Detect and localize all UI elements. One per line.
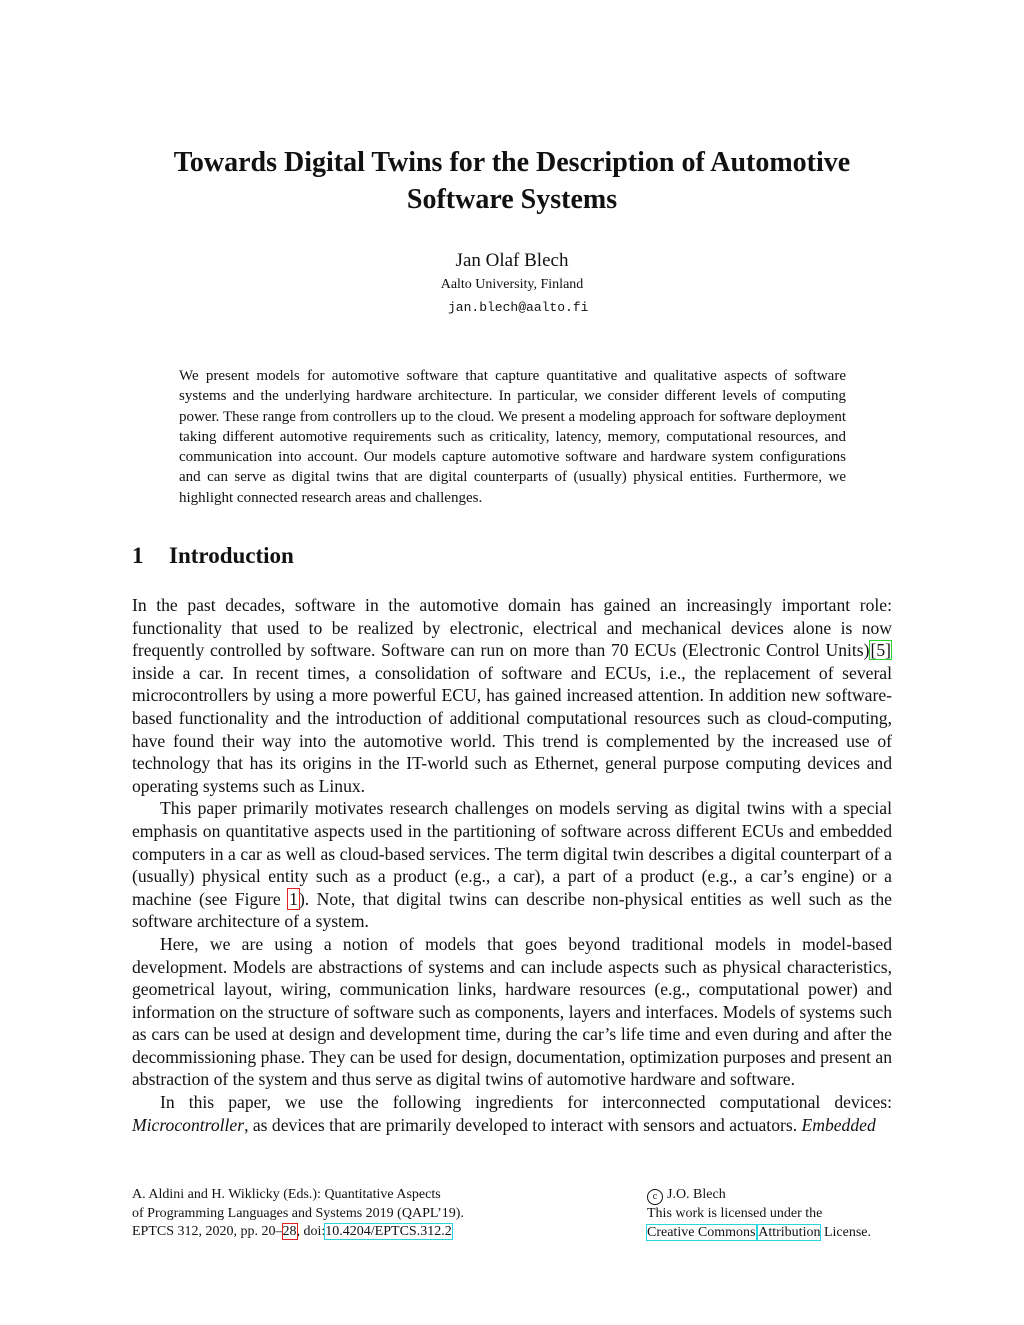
footer-left-line-1: A. Aldini and H. Wiklicky (Eds.): Quantitative Aspects xyxy=(132,1187,441,1202)
title-line-1: Towards Digital Twins for the Description of Automotive xyxy=(173,147,851,178)
paragraph-2-text-a: This paper primarily motivates research challenges on models serving as digital twins with a special emphasis on quantitative aspects used in the partitioning of software across different ECUs and embedded computers in a car as well as cloud-based services. The term digital twin describes a digital counterpart of a (usually) physical entity such as a product (e.g., a car), a part of a product (e.g., a car’s engine) or a machine (see Figure xyxy=(132,798,892,909)
paragraph-4 xyxy=(132,1091,892,1136)
section-title: Introduction xyxy=(169,543,294,568)
section-number: 1 xyxy=(132,543,144,568)
paragraph-1-text-b: inside a car. In recent times, a consolidation of software and ECUs, i.e., the replacement of several microcontrollers by using a more powerful ECU, has gained increased attention. In addition new software-based functionality and the introduction of additional computational resources such as cloud-computing, have found their way into the automotive world. This trend is complemented by the increased use of technology that has its origins in the IT-world such as Ethernet, general purpose computing devices and operating systems such as Linux. xyxy=(132,662,892,796)
footer-license xyxy=(647,1186,871,1242)
paragraph-4-text-b: , as devices that are primarily developed to interact with sensors and actuators. xyxy=(244,1114,802,1135)
creative-commons-link[interactable]: Creative Commons xyxy=(647,1224,756,1240)
author-name: Jan Olaf Blech xyxy=(455,250,569,271)
attribution-link[interactable]: Attribution xyxy=(758,1224,821,1240)
author-affiliation: Aalto University, Finland xyxy=(440,277,584,292)
paragraph-4-text-a: In this paper, we use the following ingredients for interconnected computational devices: xyxy=(160,1092,892,1113)
doi-link[interactable]: 10.4204/EPTCS.312.2 xyxy=(325,1224,452,1240)
citation-link[interactable]: [5] xyxy=(870,640,891,661)
copyright-icon: c xyxy=(647,1189,663,1205)
footer-pages-start: EPTCS 312, 2020, pp. 20– xyxy=(132,1224,283,1240)
paragraph-2-text-b: ). Note, that digital twins can describe non-physical entities as well such as the software architecture of a system. xyxy=(132,888,892,932)
footer-doi-label: , doi: xyxy=(296,1224,326,1240)
figure-ref-link[interactable]: 1 xyxy=(289,888,298,909)
paragraph-1-text-a: In the past decades, software in the automotive domain has gained an increasingly important role: functionality that used to be realized by electronic, electrical and mechanical devices alone is now frequently controlled by software. Software can run on more than 70 ECUs (Electronic Control Units) xyxy=(132,595,892,661)
footer-right-line-1 xyxy=(647,1186,871,1205)
term-embedded: Embedded xyxy=(801,1114,876,1135)
footer-right-line-3 xyxy=(647,1224,871,1243)
footer-citation xyxy=(132,1186,464,1242)
section-heading xyxy=(132,543,294,569)
term-microcontroller: Microcontroller xyxy=(132,1114,245,1135)
paragraph-2 xyxy=(132,797,892,933)
last-page-link[interactable]: 28 xyxy=(282,1224,297,1240)
paper-title xyxy=(100,144,924,218)
paragraph-3: Here, we are using a notion of models that goes beyond traditional models in model-based development. Models are abstractions of systems and can include aspects such as physical characteristics, geometrical layout, wiring, communication links, hardware resources (e.g., computational power) and information on the structure of software such as components, layers and interfaces. Models of systems such as cars can be used at design and development time, during the car’s life time and even during and after the decommissioning phase. They can be used for design, documentation, optimization purposes and present an abstraction of the system and thus serve as digital twins of automotive hardware and software. xyxy=(132,933,892,1090)
copyright-holder: J.O. Blech xyxy=(667,1187,726,1202)
author-email: jan.blech@aalto.fi xyxy=(448,300,589,315)
body-text xyxy=(132,594,892,1136)
footer-right-line-2: This work is licensed under the xyxy=(647,1206,823,1221)
license-suffix: License. xyxy=(820,1224,871,1240)
title-line-2: Software Systems xyxy=(406,184,618,215)
abstract: We present models for automotive software that capture quantitative and qualitative aspects of software systems and the underlying hardware architecture. In particular, we consider different levels of computing power. These range from controllers up to the cloud. We present a modeling approach for software deployment taking different automotive requirements such as criticality, latency, memory, computational resources, and communication into account. Our models capture automotive software and hardware system configurations and can serve as digital twins that are digital counterparts of (usually) physical entities. Furthermore, we highlight connected research areas and challenges. xyxy=(179,368,846,506)
paragraph-1 xyxy=(132,594,892,797)
footer-left-line-2: of Programming Languages and Systems 2019 (QAPL’19). xyxy=(132,1205,464,1221)
footer-left-line-3 xyxy=(132,1223,464,1242)
